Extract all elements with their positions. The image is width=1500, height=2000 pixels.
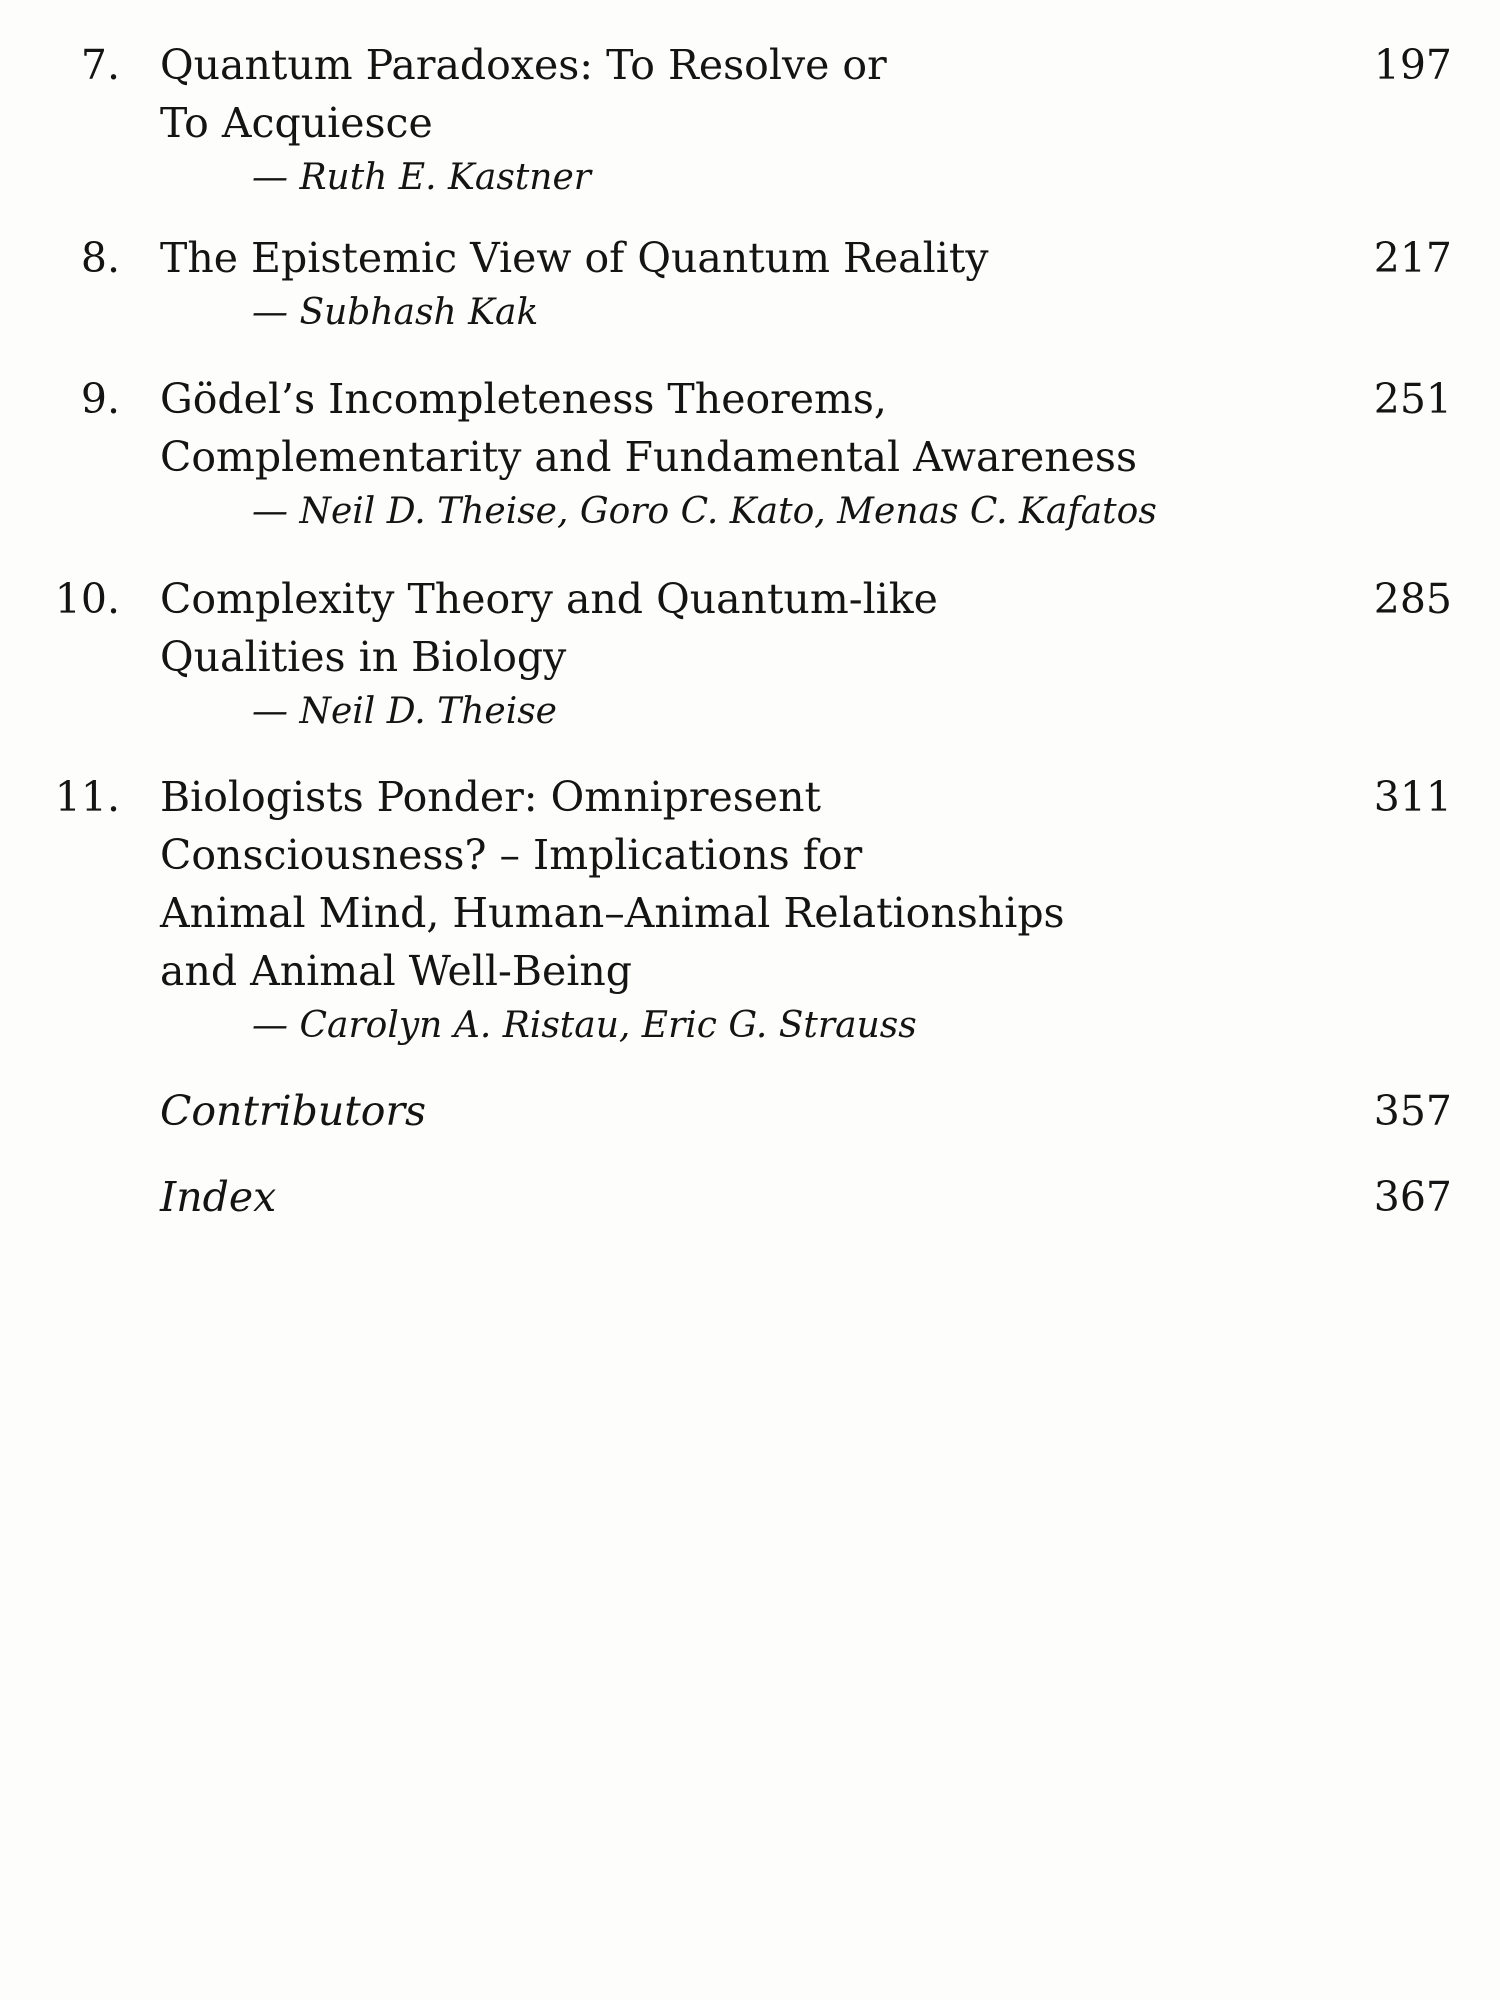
chapter-number: 11.: [54, 773, 120, 821]
page-number: 285: [1373, 575, 1452, 623]
chapter-title-line: Gödel’s Incompleteness Theorems,: [160, 375, 887, 423]
chapter-title-line: Biologists Ponder: Omnipresent: [160, 773, 821, 821]
chapter-author: — Carolyn A. Ristau, Eric G. Strauss: [252, 1005, 917, 1046]
page-number: 367: [1373, 1173, 1452, 1221]
chapter-title-line: To Acquiesce: [160, 99, 433, 147]
chapter-title-line: Quantum Paradoxes: To Resolve or: [160, 41, 887, 89]
back-matter-title: Contributors: [160, 1087, 427, 1135]
chapter-title-line: Animal Mind, Human–Animal Relationships: [160, 889, 1065, 937]
page-number: 251: [1373, 375, 1452, 423]
chapter-title: [160, 370, 1340, 538]
chapter-title: [160, 768, 1340, 1052]
page-number: 357: [1373, 1087, 1452, 1135]
chapter-title: [160, 229, 1340, 339]
back-matter-title: Index: [160, 1173, 277, 1221]
chapter-author: — Neil D. Theise, Goro C. Kato, Menas C. Kafatos: [252, 491, 1157, 532]
page-number: 197: [1373, 41, 1452, 89]
chapter-author: — Neil D. Theise: [252, 691, 557, 732]
chapter-title-line: Consciousness? – Implications for: [160, 831, 863, 879]
chapter-title-line: Complementarity and Fundamental Awareness: [160, 433, 1138, 481]
chapter-title-line: and Animal Well-Being: [160, 947, 633, 995]
chapter-author: — Ruth E. Kastner: [252, 157, 591, 198]
chapter-number: 8.: [80, 234, 120, 282]
chapter-title-line: Complexity Theory and Quantum-like: [160, 575, 938, 623]
chapter-title: [160, 36, 1340, 204]
chapter-title-line: The Epistemic View of Quantum Reality: [160, 234, 989, 282]
chapter-number: 9.: [80, 375, 120, 423]
page-number: 311: [1373, 773, 1452, 821]
chapter-number: 7.: [80, 41, 120, 89]
chapter-author: — Subhash Kak: [252, 292, 539, 333]
chapter-title-line: Qualities in Biology: [160, 633, 567, 681]
chapter-number: 10.: [54, 575, 120, 623]
chapter-title: [160, 570, 1340, 738]
page-number: 217: [1373, 234, 1452, 282]
